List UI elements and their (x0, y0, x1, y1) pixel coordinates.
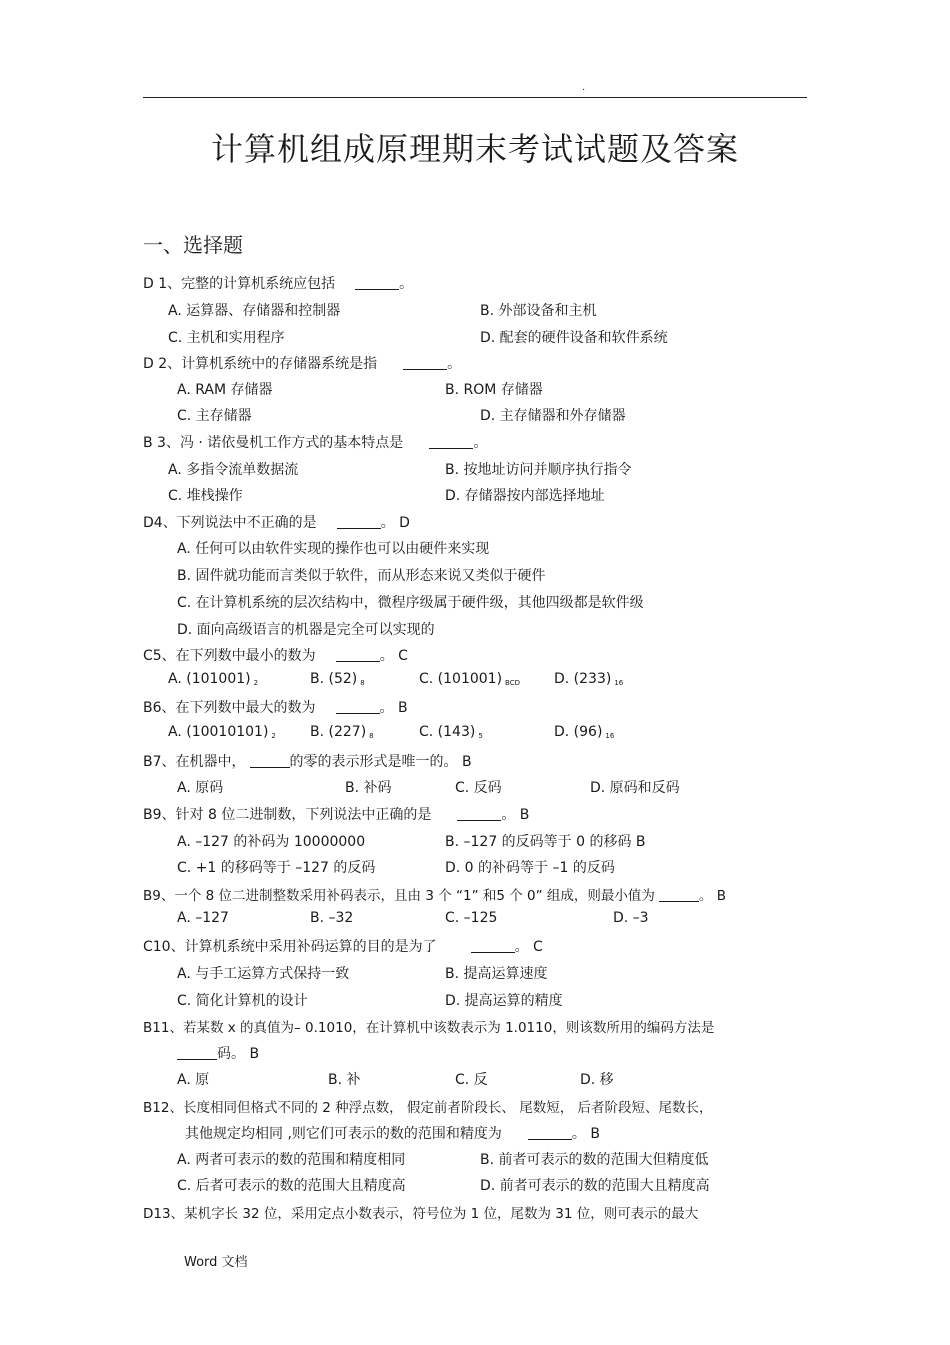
option-b: B. –127 的反码等于 0 的移码 B (445, 834, 646, 850)
option-b: B. 按地址访问并顺序执行指令 (445, 462, 632, 478)
question-text: B7、在机器中， (143, 754, 246, 770)
option-c: C. 反码 (455, 780, 502, 796)
answer-blank (659, 887, 699, 902)
section-title: 一、选择题 (143, 233, 243, 257)
question-2 (143, 353, 461, 373)
answer-blank (429, 434, 473, 449)
option-c: C. 主存储器 (177, 408, 252, 424)
question-text: C5、在下列数中最小的数为 (143, 648, 316, 664)
question-text: B9、针对 8 位二进制数，下列说法中正确的是 (143, 807, 432, 823)
question-1 (143, 273, 413, 293)
header-rule (143, 97, 807, 98)
option-a: A. 与手工运算方式保持一致 (177, 966, 350, 982)
option-c: C. +1 的移码等于 –127 的反码 (177, 860, 376, 876)
option-d: D. 面向高级语言的机器是完全可以实现的 (177, 622, 435, 638)
question-end: 。 (399, 276, 414, 292)
question-4 (143, 512, 410, 532)
option-c: C. 在计算机系统的层次结构中，微程序级属于硬件级，其他四级都是软件级 (177, 595, 644, 611)
question-text: C10、计算机系统中采用补码运算的目的是为了 (143, 939, 437, 955)
question-text: D4、下列说法中不正确的是 (143, 515, 317, 531)
option-text: B. (52) (310, 671, 358, 687)
option-text: D. (233) (554, 671, 612, 687)
question-7 (143, 751, 472, 771)
option-c (419, 671, 520, 687)
radix-subscript: 16 (605, 732, 615, 740)
option-a (168, 724, 276, 740)
question-13: D13、某机字长 32 位，采用定点小数表示，符号位为 1 位，尾数为 31 位，则可表示的最大 (143, 1206, 699, 1222)
option-b (310, 724, 374, 740)
answer-blank (471, 938, 515, 953)
option-text: C. (143) (419, 724, 476, 740)
option-a: A. 运算器、存储器和控制器 (168, 303, 341, 319)
option-c: C. 堆栈操作 (168, 488, 243, 504)
question-8 (143, 804, 529, 824)
option-a: A. 任何可以由软件实现的操作也可以由硬件来实现 (177, 541, 490, 557)
question-12: B12、长度相同但格式不同的 2 种浮点数， 假定前者阶段长、 尾数短， 后者阶段短、尾数长， (143, 1100, 713, 1116)
option-c (419, 724, 483, 740)
option-b: B. ROM 存储器 (445, 382, 543, 398)
question-text: 其他规定均相同 ,则它们可表示的数的范围和精度为 (185, 1126, 502, 1142)
option-text: C. (101001) (419, 671, 503, 687)
option-d (554, 671, 623, 687)
option-b: B. 固件就功能而言类似于软件，而从形态来说又类似于硬件 (177, 568, 546, 584)
question-3 (143, 432, 487, 452)
question-text: B6、在下列数中最大的数为 (143, 700, 316, 716)
question-end: 码。 B (217, 1046, 260, 1062)
answer-blank (528, 1125, 572, 1140)
option-a: A. –127 的补码为 10000000 (177, 834, 366, 850)
option-text: D. (96) (554, 724, 603, 740)
question-end: 。 D (380, 515, 410, 531)
question-end: 。 (473, 435, 488, 451)
answer-blank (250, 753, 290, 768)
question-text: D 2、计算机系统中的存储器系统是指 (143, 356, 378, 372)
option-c: C. 简化计算机的设计 (177, 993, 308, 1009)
option-d: D. 提高运算的精度 (445, 993, 563, 1009)
option-b: B. 补码 (345, 780, 392, 796)
option-b: B. –32 (310, 910, 354, 926)
option-c: C. 反 (455, 1072, 488, 1088)
option-d: D. 0 的补码等于 –1 的反码 (445, 860, 615, 876)
option-text: A. (10010101) (168, 724, 269, 740)
answer-blank (336, 647, 380, 662)
option-c: C. –125 (445, 910, 498, 926)
answer-blank (177, 1045, 217, 1060)
page-title: 计算机组成原理期末考试试题及答案 (210, 130, 739, 168)
option-c: C. 后者可表示的数的范围大且精度高 (177, 1178, 406, 1194)
option-d: D. –3 (613, 910, 649, 926)
question-end: 的零的表示形式是唯一的。 B (289, 754, 472, 770)
option-text: B. (227) (310, 724, 367, 740)
option-d: D. 存储器按内部选择地址 (445, 488, 605, 504)
option-d: D. 原码和反码 (590, 780, 680, 796)
question-9 (143, 884, 726, 904)
question-end: 。 B (501, 807, 530, 823)
question-text: B 3、冯 · 诺依曼机工作方式的基本特点是 (143, 435, 404, 451)
page-footer: Word 文档 (184, 1255, 248, 1270)
answer-blank (337, 514, 381, 529)
option-b: B. 外部设备和主机 (480, 303, 597, 319)
option-d: D. 前者可表示的数的范围大且精度高 (480, 1178, 710, 1194)
option-a: A. –127 (177, 910, 229, 926)
option-a: A. 两者可表示的数的范围和精度相同 (177, 1152, 406, 1168)
question-text: B9、一个 8 位二进制整数采用补码表示，且由 3 个 “1” 和5 个 0” 组成，则最小值为 (143, 888, 655, 904)
question-end: 。 C (379, 648, 408, 664)
option-d: D. 配套的硬件设备和软件系统 (480, 330, 668, 346)
option-b (310, 671, 365, 687)
answer-blank (457, 806, 501, 821)
question-end: 。 B (571, 1126, 600, 1142)
option-b: B. 提高运算速度 (445, 966, 548, 982)
question-12-cont (185, 1123, 600, 1143)
option-text: A. (101001) (168, 671, 251, 687)
radix-subscript: 16 (614, 679, 624, 687)
radix-subscript: 8 (360, 679, 365, 687)
question-end: 。 (447, 356, 462, 372)
question-5 (143, 645, 408, 665)
option-d (554, 724, 614, 740)
option-a: A. 原码 (177, 780, 224, 796)
option-c: C. 主机和实用程序 (168, 330, 285, 346)
option-a: A. 原 (177, 1072, 210, 1088)
option-b: B. 补 (328, 1072, 361, 1088)
answer-blank (403, 355, 447, 370)
question-10 (143, 936, 543, 956)
question-11: B11、若某数 x 的真值为– 0.1010，在计算机中该数表示为 1.0110，则该数所用的编码方法是 (143, 1020, 715, 1036)
radix-subscript: 5 (478, 732, 483, 740)
radix-subscript: 2 (253, 679, 259, 687)
option-d: D. 主存储器和外存储器 (480, 408, 626, 424)
question-11-cont (177, 1043, 259, 1063)
option-a: A. 多指令流单数据流 (168, 462, 299, 478)
question-6 (143, 697, 408, 717)
question-end: 。 C (514, 939, 543, 955)
answer-blank (336, 699, 380, 714)
option-d: D. 移 (580, 1072, 614, 1088)
radix-subscript: 8 (369, 732, 374, 740)
question-text: D 1、完整的计算机系统应包括 (143, 276, 336, 292)
radix-subscript: BCD (505, 679, 521, 687)
question-end: 。 B (698, 888, 726, 904)
option-a (168, 671, 258, 687)
option-a: A. RAM 存储器 (177, 382, 273, 398)
option-b: B. 前者可表示的数的范围大但精度低 (480, 1152, 709, 1168)
radix-subscript: 2 (271, 732, 276, 740)
question-end: 。 B (379, 700, 408, 716)
header-dot: . (582, 82, 586, 93)
answer-blank (355, 275, 399, 290)
